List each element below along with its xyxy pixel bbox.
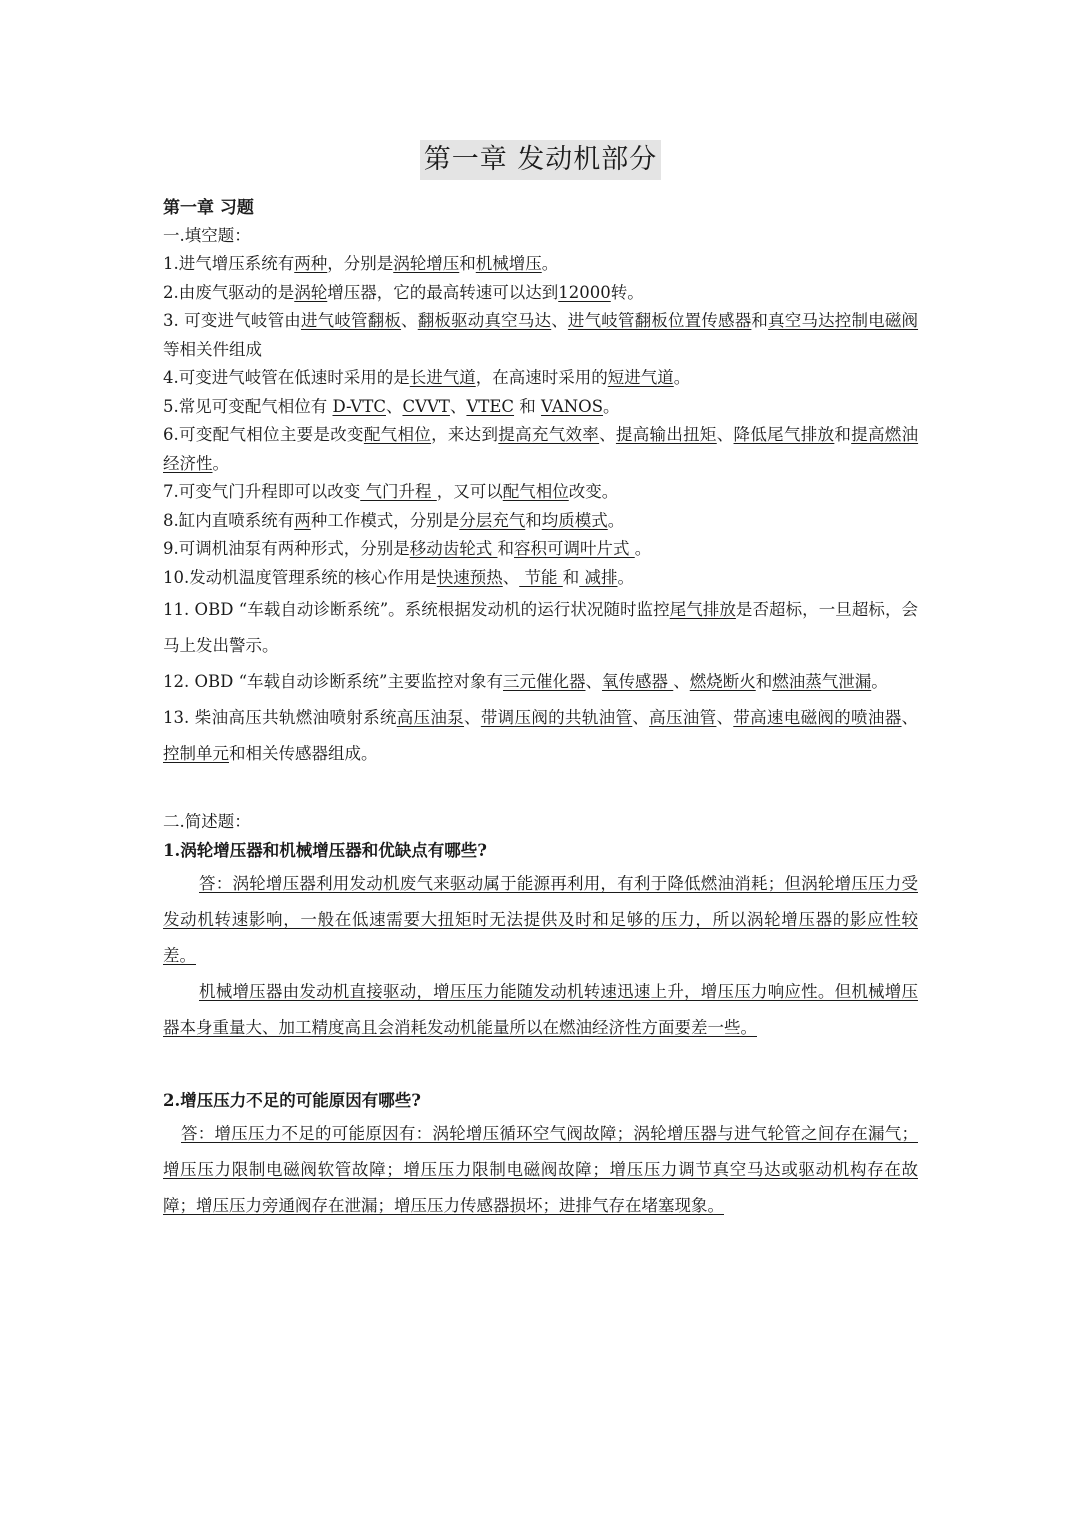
- question-text: 13. 柴油高压共轨燃油喷射系统: [163, 708, 397, 727]
- fill-item-4: [163, 364, 918, 393]
- answer-blank: 带高速电磁阀的喷油器: [733, 708, 902, 727]
- answer-blank: 气门升程: [360, 482, 437, 501]
- question-text: 11. OBD “车载自动诊断系统”。系统根据发动机的运行状况随时监控: [163, 600, 670, 619]
- question-text: 和: [497, 539, 514, 558]
- answer-1-text-1: 答：涡轮增压器利用发动机废气来驱动属于能源再利用，有利于降低燃油消耗；但涡轮增压压力受发动机转速影响，一般在低速需要大扭矩时无法提供及时和足够的压力，所以涡轮增压器的影应性较差。: [163, 874, 918, 965]
- question-text: 和: [755, 672, 773, 691]
- question-text: 。: [673, 368, 691, 387]
- question-text: 、: [385, 396, 403, 416]
- answer-blank: 配气相位: [502, 482, 569, 501]
- question-text: ，在高速时采用的: [475, 368, 608, 387]
- answer-blank: VANOS: [541, 396, 604, 416]
- section1-label: 一.填空题：: [163, 226, 251, 245]
- answer-blank: 燃烧断火: [689, 672, 756, 691]
- answer-1-text-2: 机械增压器由发动机直接驱动，增压压力能随发动机转速迅速上升，增压压力响应性。但机械增压器本身重量大、加工精度高且会消耗发动机能量所以在燃油经济性方面要差一些。: [163, 982, 918, 1037]
- question-text: 种工作模式，分别是: [310, 510, 460, 530]
- answer-blank: 涡轮增压: [393, 254, 460, 273]
- question-text: 、: [716, 425, 734, 444]
- question-text: 9.可调机油泵有两种形式，分别是: [163, 539, 410, 558]
- question-text: ，分别是: [327, 254, 394, 273]
- question-text: 。: [607, 510, 625, 530]
- document-page: [163, 140, 918, 1224]
- question-text: 、: [599, 425, 616, 444]
- answer-blank: 尾气排放: [669, 600, 736, 619]
- answer-blank: 三元催化器: [502, 672, 586, 691]
- answer-blank: 节能: [519, 567, 563, 587]
- fill-item-12: [163, 664, 918, 700]
- question-text: 。: [603, 396, 620, 416]
- answer-blank: CVVT: [402, 396, 450, 416]
- answer-blank: 容积可调叶片式: [514, 539, 635, 558]
- question-text: 8.缸内直喷系统有: [163, 510, 295, 530]
- answer-blank: 提高输出扭矩: [615, 425, 717, 444]
- answer-blank: 提高充气效率: [498, 425, 600, 444]
- question-text: 、: [551, 311, 568, 330]
- question-text: 和: [834, 425, 852, 444]
- question-text: 5.常见可变配气相位有: [163, 396, 333, 416]
- answer-1-paragraph-1: [163, 866, 918, 974]
- fill-item-11: [163, 592, 918, 664]
- fill-item-9: [163, 535, 918, 564]
- question-text: 。: [634, 539, 652, 558]
- answer-blank: 短进气道: [607, 368, 674, 387]
- question-text: 10.发动机温度管理系统的核心作用是: [163, 567, 437, 587]
- answer-blank: 移动齿轮式: [409, 539, 498, 558]
- title-wrap: [163, 140, 918, 180]
- answer-blank: 机械增压: [475, 254, 542, 273]
- answer-blank: 两种: [294, 254, 328, 273]
- fill-item-13: [163, 700, 918, 772]
- fill-item-1: [163, 250, 918, 279]
- question-text: 、: [716, 708, 734, 727]
- answer-1-paragraph-2: [163, 974, 918, 1046]
- spacer: [163, 772, 918, 808]
- fill-item-6: [163, 421, 918, 478]
- question-text: 是否超标，一旦超标，会马上发出警示。: [163, 600, 919, 655]
- section2-label: 二.简述题：: [163, 812, 251, 831]
- question-text: 。: [212, 453, 229, 473]
- page-title: 第一章 发动机部分: [420, 140, 662, 180]
- answer-blank: 进气岐管翻板位置传感器: [567, 311, 752, 330]
- answer-blank: 高压油管: [649, 708, 717, 727]
- answer-blank: 控制单元: [163, 744, 229, 763]
- question-text: 12. OBD “车载自动诊断系统”主要监控对象有: [163, 672, 503, 691]
- answer-blank: 两: [294, 510, 311, 530]
- question-text: 和: [525, 510, 542, 530]
- question-text: 2.由废气驱动的是: [163, 282, 295, 302]
- fill-item-5: [163, 393, 918, 422]
- fill-item-7: [163, 478, 918, 507]
- answer-2-text: 答：增压压力不足的可能原因有：涡轮增压循环空气阀故障；涡轮增压器与进气轮管之间存在漏气；增压压力限制电磁阀软管故障；增压压力限制电磁阀故障；增压压力调节真空马达或驱动机构存在故障；增压压力旁通阀存在泄漏；增压压力传感器损坏；进排气存在堵塞现象。: [163, 1124, 918, 1215]
- question-1: 1.涡轮增压器和机械增压器和优缺点有哪些?: [163, 841, 487, 860]
- answer-blank: VTEC: [466, 396, 515, 416]
- question-text: 转。: [610, 282, 644, 302]
- answer-blank: 分层充气: [459, 510, 526, 530]
- answer-blank: 降低尾气排放: [733, 425, 835, 444]
- question-text: 增压器，它的最高转速可以达到: [327, 282, 559, 302]
- question-2: 2.增压压力不足的可能原因有哪些?: [163, 1091, 421, 1110]
- answer-blank: 燃油蒸气泄漏: [772, 672, 872, 691]
- question-text: ，又可以: [436, 482, 503, 501]
- answer-2-paragraph: [163, 1116, 918, 1224]
- question-text: 、: [632, 708, 650, 727]
- question-text: 3. 可变进气岐管由: [163, 311, 301, 330]
- answer-blank: 快速预热: [436, 567, 503, 587]
- fill-in-list: [163, 250, 918, 772]
- answer-blank: 提高燃油经济性: [163, 425, 919, 473]
- question-text: 和: [459, 254, 476, 273]
- answer-blank: D-VTC: [332, 396, 386, 416]
- question-text: 。: [617, 567, 634, 587]
- question-text: 1.进气增压系统有: [163, 254, 295, 273]
- answer-blank: 配气相位: [363, 425, 432, 444]
- chapter-heading: 第一章 习题: [163, 198, 254, 218]
- question-text: 等相关件组成: [163, 339, 262, 359]
- answer-blank: 涡轮: [294, 282, 328, 302]
- question-text: 、: [901, 708, 919, 727]
- answer-blank: 减排: [579, 567, 618, 587]
- answer-blank: 翻板驱动真空马达: [417, 311, 552, 330]
- answer-blank: 带调压阀的共轨油管: [480, 708, 633, 727]
- question-text: 和: [514, 396, 542, 416]
- answer-blank: 12000: [558, 282, 611, 302]
- answer-blank: 真空马达控制电磁阀: [768, 311, 919, 330]
- question-text: 4.可变进气岐管在低速时采用的是: [163, 368, 410, 387]
- question-text: 、: [585, 672, 602, 691]
- spacer: [163, 1046, 918, 1086]
- question-text: ，来达到: [431, 425, 499, 444]
- question-text: 和相关传感器组成。: [229, 744, 378, 763]
- answer-blank: 高压油泵: [396, 708, 465, 727]
- question-text: 7.可变气门升程即可以改变: [163, 482, 361, 501]
- question-text: 和: [562, 567, 580, 587]
- fill-item-3: [163, 307, 918, 364]
- question-text: 、: [449, 396, 467, 416]
- question-text: 改变。: [568, 482, 619, 501]
- question-text: 。: [541, 254, 559, 273]
- fill-item-8: [163, 507, 918, 536]
- answer-blank: 进气岐管翻板: [300, 311, 402, 330]
- question-text: 和: [751, 311, 769, 330]
- answer-blank: 氧传感器: [601, 672, 674, 691]
- question-text: 、: [673, 672, 690, 691]
- answer-blank: 均质模式: [541, 510, 608, 530]
- question-text: 、: [401, 311, 418, 330]
- question-text: 、: [502, 567, 520, 587]
- question-text: 。: [871, 672, 888, 691]
- answer-blank: 长进气道: [409, 368, 476, 387]
- question-text: 、: [464, 708, 481, 727]
- fill-item-10: [163, 564, 918, 593]
- question-text: 6.可变配气相位主要是改变: [163, 425, 364, 444]
- fill-item-2: [163, 279, 918, 308]
